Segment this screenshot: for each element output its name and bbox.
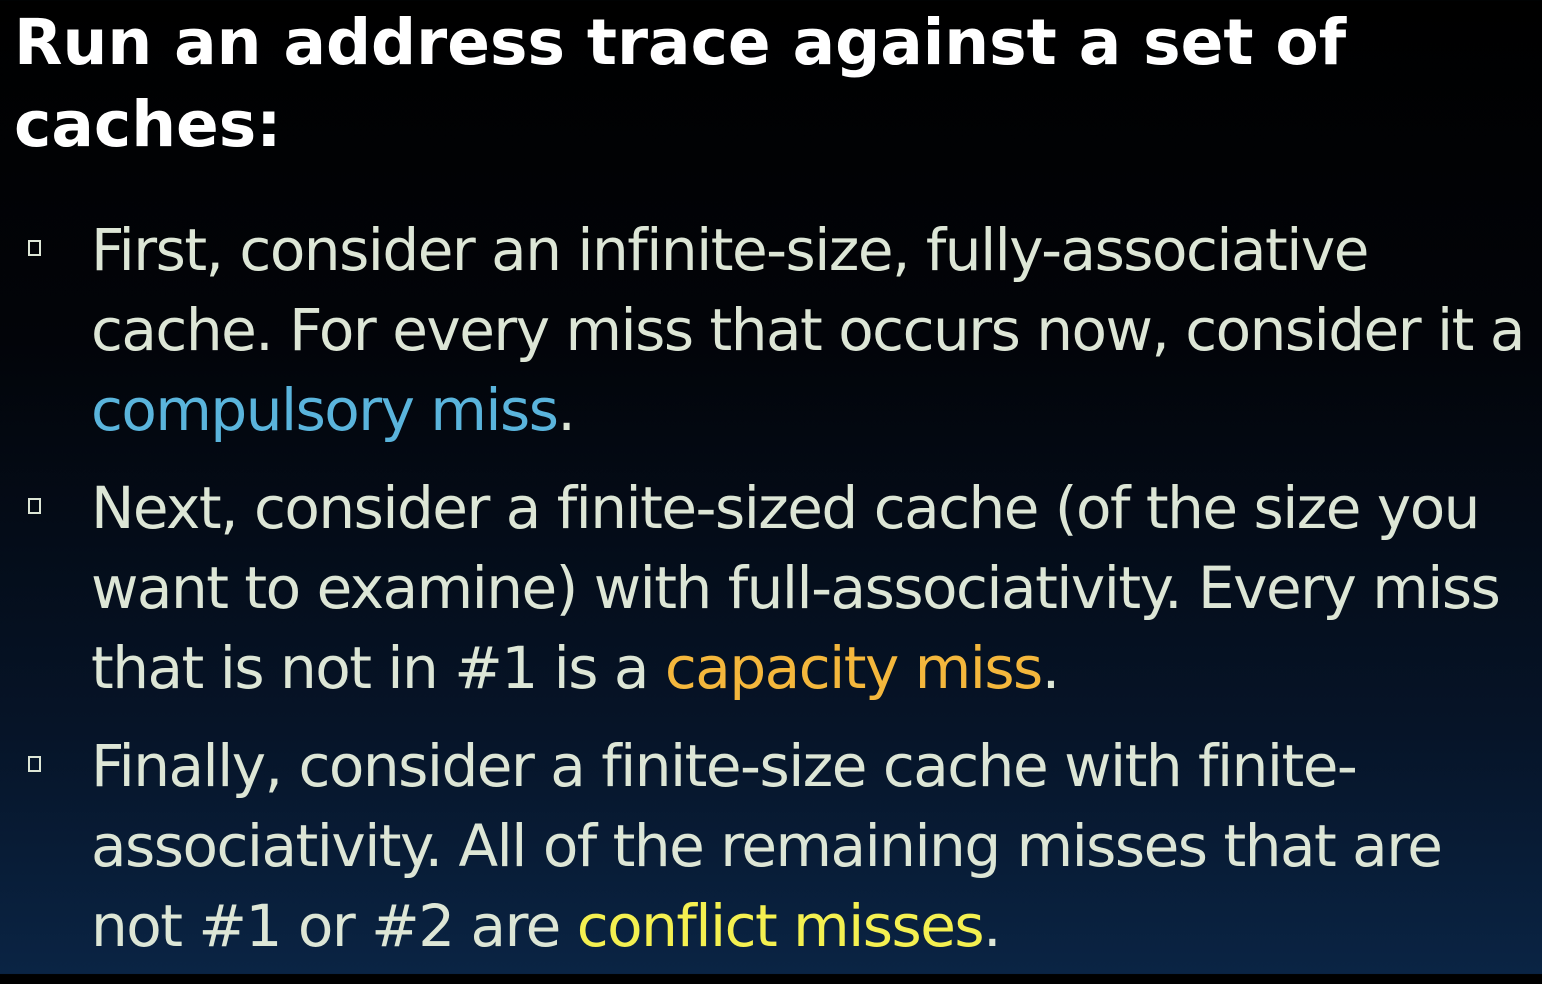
bullet-capacity xyxy=(0,468,1542,708)
bullet-end: . xyxy=(983,892,1001,960)
bullet-line: First, consider an infinite-size, fully-associative xyxy=(91,216,1368,284)
bullet-line: Finally, consider a finite-size cache with finite- xyxy=(91,732,1357,800)
square-bullet-icon xyxy=(28,498,41,514)
bullet-line-final xyxy=(91,370,1542,450)
bullet-list xyxy=(0,210,1542,984)
bullet-line: cache. For every miss that occurs now, consider it a xyxy=(91,296,1524,364)
bullet-pre-text: not #1 or #2 are xyxy=(91,892,577,960)
bullet-line: associativity. All of the remaining misses that are xyxy=(91,812,1442,880)
bullet-pre-text: that is not in #1 is a xyxy=(91,634,665,702)
bullet-line: want to examine) with full-associativity. Every miss xyxy=(91,554,1500,622)
bullet-compulsory xyxy=(0,210,1542,450)
bullet-end: . xyxy=(557,376,575,444)
slide-title: Run an address trace against a set of caches: xyxy=(14,6,1347,161)
bullet-line-final xyxy=(91,886,1542,966)
bullet-conflict xyxy=(0,726,1542,966)
capacity-miss-term: capacity miss xyxy=(664,634,1042,702)
square-bullet-icon xyxy=(28,240,41,256)
conflict-misses-term: conflict misses xyxy=(576,892,984,960)
bullet-line: Next, consider a finite-sized cache (of the size you xyxy=(91,474,1479,542)
bullet-end: . xyxy=(1041,634,1059,702)
compulsory-miss-term: compulsory miss xyxy=(91,376,558,444)
square-bullet-icon xyxy=(28,756,41,772)
bullet-line-final xyxy=(91,628,1542,708)
